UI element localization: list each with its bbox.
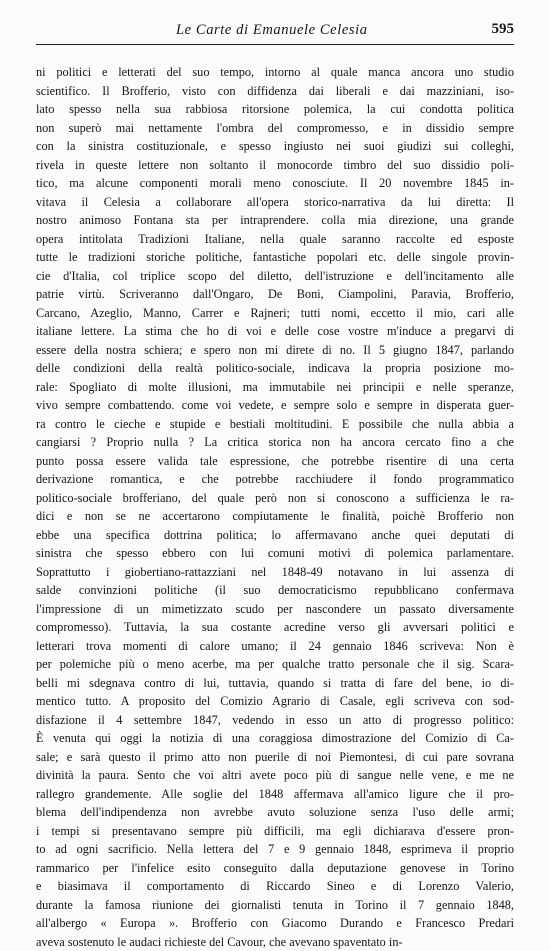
- text-line: blema dell'indipendenza non avrebbe avuto soluzione senza l'uso delle armi;: [36, 803, 514, 822]
- text-line: scientifico. Il Brofferio, visto con diffidenza dai liberali e dai mazziniani, iso-: [36, 82, 514, 101]
- text-line: rammarico per l'infelice esito conseguito dalla deputazione genovese in Torino: [36, 859, 514, 878]
- text-line: Soprattutto i giobertiano-rattazziani nel 1848-49 notavano in lui assenza di: [36, 563, 514, 582]
- text-line: politico-sociale brofferiano, del quale però non si conoscono a sufficienza le ra-: [36, 489, 514, 508]
- text-line: e biasimava il comportamento di Riccardo Sineo e di Lorenzo Valerio,: [36, 877, 514, 896]
- text-line: derivazione romantica, e che potrebbe racchiudere il fondo programmatico: [36, 470, 514, 489]
- text-line: mentico tutto. A proposito del Comizio Agrario di Casale, egli scriveva con sod-: [36, 692, 514, 711]
- text-line: Carcano, Azeglio, Manno, Carrer e Rajneri; tutti nomi, eccetto il mio, cari alle: [36, 304, 514, 323]
- text-line: lato spesso nella sua rabbiosa ritorsione polemica, la cui condotta politica: [36, 100, 514, 119]
- text-line: dici e non se ne accertarono compiutamente le finalità, poichè Brofferio non: [36, 507, 514, 526]
- text-line: ebbe una specifica dottrina politica; lo affermavano anche quei deputati di: [36, 526, 514, 545]
- text-line: italiane lettere. La stima che ho di voi e delle cose vostre m'induce a pregarvi di: [36, 322, 514, 341]
- text-line: punto possa essere valida tale espressione, che potrebbe risentire di una certa: [36, 452, 514, 471]
- running-title: Le Carte di Emanuele Celesia: [176, 22, 368, 39]
- text-line: con la sinistra costituzionale, e spesso ingiusto nei suoi giudizi sui colleghi,: [36, 137, 514, 156]
- text-line: opera intitolata Tradizioni Italiane, nella quale saranno raccolte ed esposte: [36, 230, 514, 249]
- text-line: compromesso). Tuttavia, la sua costante acredine verso gli avversari politici e: [36, 618, 514, 637]
- text-line: vitava il Celesia a collaborare all'opera storico-narrativa da lui diretta: Il: [36, 193, 514, 212]
- text-line: belli mi sdegnava contro di lui, tuttavia, quando si tratta di fare del bene, io di-: [36, 674, 514, 693]
- text-line: sinistra che spesso ebbero con lui comuni motivi di polemica parlamentare.: [36, 544, 514, 563]
- text-line: letterari trova momenti di calore umano; il 24 gennaio 1846 scriveva: Non è: [36, 637, 514, 656]
- page-number: 595: [492, 21, 515, 38]
- text-line: tico, ma alcune componenti morali meno conosciute. Il 20 novembre 1845 in-: [36, 174, 514, 193]
- text-line: sale; e sarà questo il primo atto non puerile di noi Piemontesi, di cui pare sovrana: [36, 748, 514, 767]
- text-line: ni politici e letterati del suo tempo, intorno al quale manca ancora uno studio: [36, 63, 514, 82]
- text-line: tutte le tradizioni storiche politiche, fantastiche popolari etc. delle singole provin-: [36, 248, 514, 267]
- text-line: rale: Spogliato di molte illusioni, ma immutabile nei principii e nelle speranze,: [36, 378, 514, 397]
- text-line: rivela in queste lettere non soltanto il monocorde timbro del suo dissidio poli-: [36, 156, 514, 175]
- text-line: nostro animoso Fontana sta per intraprendere. colla mia direzione, una grande: [36, 211, 514, 230]
- text-line: essere della nostra schiera; e spero non mi direte di no. Il 5 giugno 1847, parlando: [36, 341, 514, 360]
- text-line: non superò mai nettamente l'ombra del compromesso, e in dissidio sempre: [36, 119, 514, 138]
- text-line: to ad ogni sacrificio. Nella lettera del 7 e 9 gennaio 1848, esprimeva il proprio: [36, 840, 514, 859]
- text-line: salde convinzioni politiche (il suo democraticismo repubblicano confermava: [36, 581, 514, 600]
- text-line: per polemiche più o meno acerbe, ma per qualche tratto personale che il sig. Scara-: [36, 655, 514, 674]
- text-line: cie d'Italia, col triplice scopo del diletto, dell'istruzione e dell'incitamento alle: [36, 267, 514, 286]
- text-line: ra contro le cieche e stupide e bestiali moltitudini. E possibile che nulla abbia a: [36, 415, 514, 434]
- text-line: cangiarsi ? Proprio nulla ? La critica storica non ha ancora cercato fino a che: [36, 433, 514, 452]
- text-line: aveva sostenuto le audaci richieste del Cavour, che avevano spaventato in-: [36, 933, 514, 951]
- text-line: vivo sempre combattendo. come voi vedete, e sempre solo e sempre in disperata guer-: [36, 396, 514, 415]
- body-text: [36, 63, 514, 951]
- text-line: delle condizioni della realtà politico-sociale, indicava la propria posizione mo-: [36, 359, 514, 378]
- text-line: È venuta qui oggi la notizia di una coraggiosa dimostrazione del Comizio di Ca-: [36, 729, 514, 748]
- text-line: l'impressione di un mimetizzato scudo per nascondere un passato diversamente: [36, 600, 514, 619]
- text-line: all'albergo « Europa ». Brofferio con Giacomo Durando e Francesco Predari: [36, 914, 514, 933]
- text-line: durante la famosa riunione dei giornalisti tenuta in Torino il 7 gennaio 1848,: [36, 896, 514, 915]
- page-header: [36, 18, 514, 45]
- text-line: patrie virtù. Scriveranno dall'Ongaro, De Boni, Ciampolini, Paravia, Brofferio,: [36, 285, 514, 304]
- text-line: rallegro grandemente. Alle soglie del 1848 affermava all'amico ligure che il pro-: [36, 785, 514, 804]
- text-line: i tempi si presentavano sempre più difficili, ma egli dichiarava d'essere pron-: [36, 822, 514, 841]
- text-line: disfazione il 4 settembre 1847, vedendo in esso un atto di progresso politico:: [36, 711, 514, 730]
- text-line: divinità la paura. Sento che voi altri avete poco più di sangue nelle vene, e me ne: [36, 766, 514, 785]
